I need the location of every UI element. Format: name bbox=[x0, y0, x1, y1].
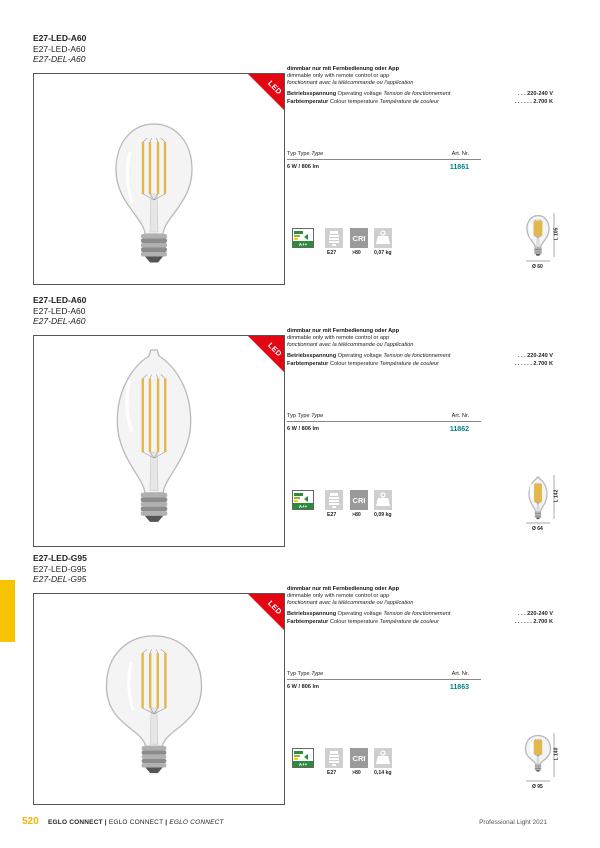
page-footer bbox=[22, 818, 547, 830]
dimmable-fr: fonctionnant avec la télécommande ou l'application bbox=[287, 600, 414, 607]
cri-badge-text: CRI bbox=[352, 496, 366, 505]
voltage-label-en: Operating voltage bbox=[337, 352, 382, 359]
bulb-screw-base bbox=[141, 511, 168, 516]
bulb-screw-base bbox=[141, 502, 168, 507]
temp-value: . . . . . . 2.700 K bbox=[514, 360, 553, 367]
bulb-screw-base bbox=[142, 746, 167, 750]
temp-label-fr: Température de couleur bbox=[379, 618, 439, 625]
bulb-contact-tip bbox=[145, 767, 162, 773]
bulb-screw-base bbox=[535, 517, 542, 518]
dimmable-fr: fonctionnant avec la télécommande ou l'application bbox=[287, 80, 414, 87]
temp-label-en: Colour temperature bbox=[329, 98, 379, 105]
length-dimension: L 142 bbox=[553, 489, 560, 503]
article-number[interactable]: 11863 bbox=[449, 684, 469, 691]
dimension-drawing bbox=[488, 211, 558, 271]
temp-value: . . . . . . 2.700 K bbox=[514, 98, 553, 105]
title-fr: E27-DEL-A60 bbox=[33, 54, 86, 64]
temp-label-de: Farbtemperatur bbox=[287, 98, 329, 105]
footer-brand-en: EGLO CONNECT bbox=[108, 819, 164, 826]
length-dimension: L 105 bbox=[553, 227, 560, 241]
table-header bbox=[287, 151, 481, 160]
voltage-label-en: Operating voltage bbox=[337, 90, 382, 97]
article-number[interactable]: 11861 bbox=[449, 164, 469, 171]
art-nr-header: Art. Nr. bbox=[451, 151, 469, 157]
socket-label: E27 bbox=[327, 770, 337, 776]
type-header-de: Typ bbox=[287, 151, 297, 157]
voltage-label-fr: Tension de fonctionnement bbox=[383, 90, 451, 97]
article-table bbox=[287, 413, 481, 433]
product-info bbox=[287, 66, 553, 106]
bulb-screw-base bbox=[534, 250, 542, 251]
type-header-en: Type bbox=[297, 151, 310, 157]
type-header-de: Typ bbox=[287, 413, 297, 419]
temp-label-en: Colour temperature bbox=[329, 360, 379, 367]
article-table bbox=[287, 671, 481, 691]
article-table bbox=[287, 151, 481, 171]
cri-value: >80 bbox=[352, 512, 361, 518]
dimmable-de: dimmbar nur mit Fernbedienung oder App bbox=[287, 328, 399, 334]
led-label: LED bbox=[266, 78, 284, 97]
bulb-screw-base bbox=[535, 766, 542, 767]
socket-label: E27 bbox=[327, 250, 337, 256]
bulb-screw-base bbox=[535, 514, 542, 515]
bulb-screw-base bbox=[141, 507, 168, 512]
table-row bbox=[287, 422, 481, 433]
table-row bbox=[287, 160, 481, 171]
voltage-label-de: Betriebsspannung bbox=[287, 352, 337, 359]
feature-icons bbox=[292, 490, 412, 524]
chapter-tab bbox=[0, 580, 15, 642]
bulb-contact-tip bbox=[145, 516, 163, 522]
spec-voltage bbox=[287, 91, 553, 98]
bulb-screw-base bbox=[534, 249, 542, 250]
bulb-screw-base bbox=[535, 512, 542, 513]
bulb-contact-tip bbox=[536, 518, 541, 520]
title-de: E27-LED-G95 bbox=[33, 553, 87, 563]
bulb-screw-base bbox=[534, 247, 542, 248]
bulb-screw-base bbox=[535, 515, 542, 516]
product-title bbox=[33, 295, 553, 327]
dimension-drawing bbox=[488, 473, 558, 533]
spec-colour-temperature bbox=[287, 619, 553, 626]
footer-sep-1: | bbox=[104, 819, 107, 826]
art-nr-header: Art. Nr. bbox=[451, 671, 469, 677]
cri-badge-text: CRI bbox=[352, 754, 366, 763]
feature-icons bbox=[292, 228, 412, 262]
socket-icon bbox=[325, 490, 343, 510]
cri-value: >80 bbox=[352, 770, 361, 776]
type-header-en: Type bbox=[297, 413, 310, 419]
weight-icon bbox=[374, 490, 392, 510]
product-info bbox=[287, 328, 553, 368]
spec-colour-temperature bbox=[287, 99, 553, 106]
energy-label-icon bbox=[292, 748, 314, 768]
cri-icon bbox=[350, 228, 368, 248]
dimension-bulb-icon bbox=[488, 211, 558, 271]
bulb-screw-base bbox=[534, 251, 542, 252]
footer-catalog-title: Professional Light 2021 bbox=[479, 819, 547, 826]
voltage-label-de: Betriebsspannung bbox=[287, 90, 337, 97]
cri-icon bbox=[350, 748, 368, 768]
bulb-screw-base bbox=[141, 243, 167, 248]
spec-voltage bbox=[287, 353, 553, 360]
title-en: E27-LED-A60 bbox=[33, 305, 86, 316]
footer-sep-2: | bbox=[165, 819, 168, 826]
feature-icons bbox=[292, 748, 412, 782]
dimmable-de: dimmbar nur mit Fernbedienung oder App bbox=[287, 586, 399, 592]
weight-icon bbox=[374, 748, 392, 768]
title-de: E27-LED-A60 bbox=[33, 33, 87, 43]
bulb-screw-base bbox=[141, 239, 167, 244]
type-value: 6 W / 806 lm bbox=[287, 426, 320, 432]
weight-value: 0,09 kg bbox=[374, 512, 392, 518]
dimmable-en: dimmable only with remote control or app bbox=[287, 335, 390, 342]
dimmable-en: dimmable only with remote control or app bbox=[287, 593, 390, 600]
type-value: 6 W / 806 lm bbox=[287, 684, 320, 690]
bulb-contact-tip bbox=[145, 257, 163, 263]
dimension-bulb-icon bbox=[488, 473, 558, 533]
energy-label-icon bbox=[292, 490, 314, 510]
weight-value: 0,14 kg bbox=[374, 770, 392, 776]
product-image-panel bbox=[33, 73, 285, 285]
bulb-screw-base bbox=[142, 755, 167, 759]
diameter-dimension: Ø 64 bbox=[532, 526, 543, 532]
voltage-label-fr: Tension de fonctionnement bbox=[383, 352, 451, 359]
voltage-value: . . . 220-240 V bbox=[517, 352, 553, 359]
led-label: LED bbox=[266, 598, 284, 617]
page-number: 520 bbox=[22, 816, 39, 827]
product-section-3 bbox=[33, 553, 560, 790]
product-section-1 bbox=[33, 33, 560, 270]
title-fr: E27-DEL-G95 bbox=[33, 574, 87, 584]
footer-brand-fr: EGLO CONNECT bbox=[169, 819, 224, 826]
article-number[interactable]: 11862 bbox=[449, 426, 469, 433]
cri-value: >80 bbox=[352, 250, 361, 256]
energy-class-text: A++ bbox=[298, 762, 308, 767]
type-value: 6 W / 806 lm bbox=[287, 164, 320, 170]
temp-label-de: Farbtemperatur bbox=[287, 618, 329, 625]
type-header-fr: Type bbox=[311, 413, 324, 419]
energy-class-text: A++ bbox=[298, 242, 308, 247]
spec-voltage bbox=[287, 611, 553, 618]
socket-icon bbox=[325, 748, 343, 768]
art-nr-header: Art. Nr. bbox=[451, 413, 469, 419]
socket-icon bbox=[325, 228, 343, 248]
table-row bbox=[287, 680, 481, 691]
energy-label-icon bbox=[292, 228, 314, 248]
bulb-screw-base bbox=[142, 750, 167, 754]
diameter-dimension: Ø 95 bbox=[532, 784, 543, 790]
product-section-2 bbox=[33, 295, 560, 532]
product-image-panel bbox=[33, 335, 285, 547]
dimmable-fr: fonctionnant avec la télécommande ou l'application bbox=[287, 342, 414, 349]
bulb-screw-base bbox=[141, 497, 168, 502]
temp-value: . . . . . . 2.700 K bbox=[514, 618, 553, 625]
bulb-contact-tip bbox=[536, 770, 541, 772]
socket-label: E27 bbox=[327, 512, 337, 518]
type-header-de: Typ bbox=[287, 671, 297, 677]
bulb-screw-base bbox=[142, 763, 167, 767]
title-en: E27-LED-A60 bbox=[33, 43, 86, 54]
bulb-screw-base bbox=[534, 253, 542, 254]
led-label: LED bbox=[266, 340, 284, 359]
bulb-screw-base bbox=[535, 513, 542, 514]
temp-label-fr: Température de couleur bbox=[379, 360, 439, 367]
length-dimension: L 140 bbox=[553, 747, 560, 761]
footer-brand bbox=[48, 819, 224, 826]
bulb-contact-tip bbox=[535, 254, 540, 256]
dimmable-en: dimmable only with remote control or app bbox=[287, 73, 390, 80]
voltage-label-en: Operating voltage bbox=[337, 610, 382, 617]
bulb-screw-base bbox=[141, 248, 167, 253]
temp-label-en: Colour temperature bbox=[329, 618, 379, 625]
temp-label-de: Farbtemperatur bbox=[287, 360, 329, 367]
product-title bbox=[33, 33, 553, 65]
bulb-screw-base bbox=[141, 234, 167, 239]
weight-icon bbox=[374, 228, 392, 248]
table-header bbox=[287, 671, 481, 680]
bulb-screw-base bbox=[141, 493, 168, 498]
product-image-panel bbox=[33, 593, 285, 805]
title-de: E27-LED-A60 bbox=[33, 295, 87, 305]
product-title bbox=[33, 553, 553, 585]
title-en: E27-LED-G95 bbox=[33, 563, 87, 574]
bulb-screw-base bbox=[141, 252, 167, 257]
voltage-value: . . . 220-240 V bbox=[517, 610, 553, 617]
product-info bbox=[287, 586, 553, 626]
dimmable-de: dimmbar nur mit Fernbedienung oder App bbox=[287, 66, 399, 72]
dimension-drawing bbox=[488, 731, 558, 791]
type-header-fr: Type bbox=[311, 671, 324, 677]
type-header-en: Type bbox=[297, 671, 310, 677]
title-fr: E27-DEL-A60 bbox=[33, 316, 86, 326]
energy-class-text: A++ bbox=[298, 504, 308, 509]
bulb-screw-base bbox=[535, 767, 542, 768]
type-header-fr: Type bbox=[311, 151, 324, 157]
cri-icon bbox=[350, 490, 368, 510]
dimension-bulb-icon bbox=[488, 731, 558, 791]
bulb-screw-base bbox=[535, 769, 542, 770]
bulb-screw-base bbox=[142, 759, 167, 763]
footer-brand-de: EGLO CONNECT bbox=[48, 819, 103, 826]
voltage-label-de: Betriebsspannung bbox=[287, 610, 337, 617]
voltage-label-fr: Tension de fonctionnement bbox=[383, 610, 451, 617]
table-header bbox=[287, 413, 481, 422]
bulb-screw-base bbox=[535, 765, 542, 766]
diameter-dimension: Ø 60 bbox=[532, 264, 543, 270]
weight-value: 0,07 kg bbox=[374, 250, 392, 256]
spec-colour-temperature bbox=[287, 361, 553, 368]
temp-label-fr: Température de couleur bbox=[379, 98, 439, 105]
voltage-value: . . . 220-240 V bbox=[517, 90, 553, 97]
cri-badge-text: CRI bbox=[352, 234, 366, 243]
bulb-screw-base bbox=[535, 768, 542, 769]
